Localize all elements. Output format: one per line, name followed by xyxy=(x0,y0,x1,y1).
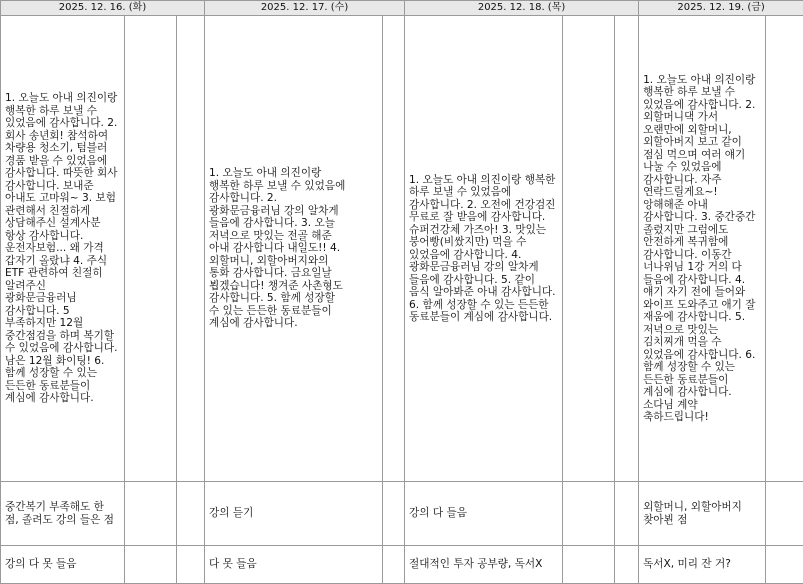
gratitude-cell: 1. 오늘도 아내 의진이랑 행복한 하루 보낼 수 있었음에 감사합니다. 2. 회사 송년회! 참석하여 차량용 청소기, 텀블러 경품 받을 수 있었음에 감사합니다. 따뜻한 회사 감사합니다. 보내준 아내도 고마워~ 3. 보험 관련해서 친절하게 상담해주신 설계사분 항상 감사합니다. 운전자보험... 왜 가격 갑자기 올랐냐 4. 주식 ETF 관련하여 친절히 알려주신 광화문금융러님 감사합니다. 5 부족하지만 12월 중간점검을 하며 복기할 수 있었음에 감사합니다. 남은 12월 화이팅! 6. 함께 성장할 수 있는 든든한 동료분들이 계심에 감사합니다. xyxy=(1,16,125,482)
empty-cell xyxy=(615,546,639,584)
praise-row xyxy=(1,482,803,546)
regret-row xyxy=(1,546,803,584)
empty-cell xyxy=(125,482,177,546)
praise-cell: 중간복기 부족해도 한 점, 졸려도 강의 들은 점 xyxy=(1,482,125,546)
empty-cell xyxy=(383,482,405,546)
gratitude-cell: 1. 오늘도 아내 의진이랑 행복한 하루 보낼 수 있었음에 감사합니다. 2. 오전에 건강검진 무료로 잘 받음에 감사합니다. 슈퍼건강체 가즈아! 3. 맛있는 붕어빵(비쌌지만) 먹을 수 있었음에 감사합니다. 4. 광화문금융러님 강의 알차게 들음에 감사합니다. 5. 같이 음식 알아봐준 아내 감사합니다. 6. 함께 성장할 수 있는 든든한 동료분들이 계심에 감사합니다. xyxy=(405,16,563,482)
empty-cell xyxy=(563,546,615,584)
regret-cell: 강의 다 못 들음 xyxy=(1,546,125,584)
empty-cell xyxy=(563,16,615,482)
empty-cell xyxy=(383,16,405,482)
regret-cell: 독서X, 미리 잔 거? xyxy=(639,546,766,584)
date-header: 2025. 12. 18. (목) xyxy=(405,1,639,16)
empty-cell xyxy=(383,546,405,584)
praise-cell: 외할머니, 외할아버지 찾아뵌 점 xyxy=(639,482,766,546)
empty-cell xyxy=(766,546,803,584)
empty-cell xyxy=(766,16,803,482)
empty-cell xyxy=(766,482,803,546)
gratitude-cell: 1. 오늘도 아내 의진이랑 행복한 하루 보낼 수 있었음에 감사합니다. 2. 광화문금융러님 강의 알차게 들음에 감사합니다. 3. 오늘 저녁으로 맛있는 전골 해준 아내 감사합니다 내일도!! 4. 외할머니, 외할아버지와의 통화 감사합니다. 금요일날 뵙겠습니다! 챙겨준 사촌형도 감사합니다. 5. 함께 성장할 수 있는 든든한 동료분들이 계심에 감사합니다. xyxy=(205,16,383,482)
gratitude-row xyxy=(1,16,803,482)
empty-cell xyxy=(177,546,205,584)
empty-cell xyxy=(125,546,177,584)
gratitude-cell: 1. 오늘도 아내 의진이랑 행복한 하루 보낼 수 있었음에 감사합니다. 2. 외할머니댁 가서 오랜만에 외할머니, 외할아버지 보고 같이 점심 먹으며 여러 얘기 나눌 수 있었음에 감사합니다. 자주 연락드릴게요~! 앙해해준 아내 감사합니다. 3. 중간중간 졸렸지만 그럼에도 안전하게 복귀함에 감사합니다. 이동간 너나위님 1강 거의 다 들음에 감사합니다. 4. 얘기 자기 전에 들어와 와이프 도와주고 애기 잘 재움에 감사합니다. 5. 저녁으로 맛있는 김치찌개 먹을 수 있었음에 감사합니다. 6. 함께 성장할 수 있는 든든한 동료분들이 계심에 감사합니다. 소다님 계약 축하드립니다! xyxy=(639,16,766,482)
date-header-row xyxy=(1,1,803,16)
empty-cell xyxy=(125,16,177,482)
praise-cell: 강의 다 들음 xyxy=(405,482,563,546)
empty-cell xyxy=(177,482,205,546)
praise-cell: 강의 듣기 xyxy=(205,482,383,546)
empty-cell xyxy=(563,482,615,546)
date-header: 2025. 12. 17. (수) xyxy=(205,1,405,16)
regret-cell: 절대적인 투자 공부량, 독서X xyxy=(405,546,563,584)
date-header: 2025. 12. 16. (화) xyxy=(1,1,205,16)
empty-cell xyxy=(177,16,205,482)
date-header: 2025. 12. 19. (금) xyxy=(639,1,803,16)
empty-cell xyxy=(615,16,639,482)
empty-cell xyxy=(615,482,639,546)
regret-cell: 다 못 들음 xyxy=(205,546,383,584)
